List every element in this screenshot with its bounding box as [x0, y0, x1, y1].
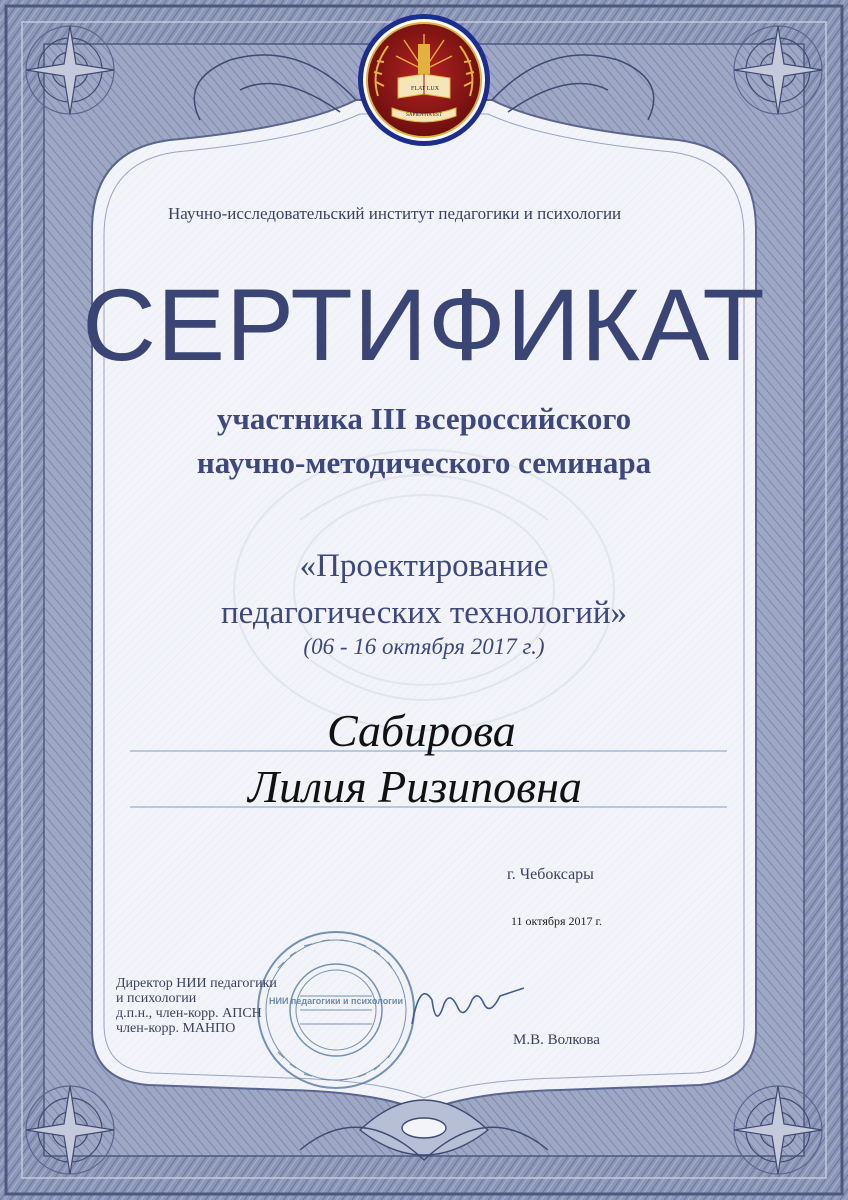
director-line-3: д.п.н., член-корр. АПСН	[116, 1006, 262, 1021]
director-line-2: и психологии	[116, 991, 197, 1006]
recipient-given-name: Лилия Ризиповна	[248, 761, 582, 812]
city: г. Чебоксары	[507, 866, 594, 883]
emblem-ribbon-text: SAPIENTIA EST	[406, 113, 442, 118]
director-block	[116, 976, 277, 1036]
emblem-book-text: FLAT LUX	[411, 86, 440, 92]
seal-center-text: НИИ педагогики и психологии	[268, 996, 404, 1006]
corner-rosette-top-left	[26, 26, 114, 114]
corner-rosette-top-right	[734, 26, 822, 114]
director-line-4: член-корр. МАНПО	[116, 1021, 236, 1036]
institute-name: Научно-исследовательский институт педагогики и психологии	[168, 204, 622, 223]
topic-line-1: «Проектирование	[299, 548, 549, 584]
issue-date: 11 октября 2017 г.	[511, 914, 603, 928]
topic-line-2: педагогических технологий»	[220, 595, 628, 631]
certificate-title: СЕРТИФИКАТ	[82, 268, 766, 382]
seminar-dates: (06 - 16 октября 2017 г.)	[303, 634, 545, 659]
flat-lux-emblem-icon	[358, 14, 490, 146]
corner-rosette-bottom-left	[26, 1086, 114, 1174]
recipient-surname: Сабирова	[327, 705, 516, 756]
signer-name: М.В. Волкова	[513, 1032, 600, 1048]
subtitle-line-1: участника III всероссийского	[216, 401, 632, 436]
corner-rosette-bottom-right	[734, 1086, 822, 1174]
subtitle-line-2: научно-методического семинара	[196, 445, 652, 480]
director-line-1: Директор НИИ педагогики	[116, 976, 277, 991]
